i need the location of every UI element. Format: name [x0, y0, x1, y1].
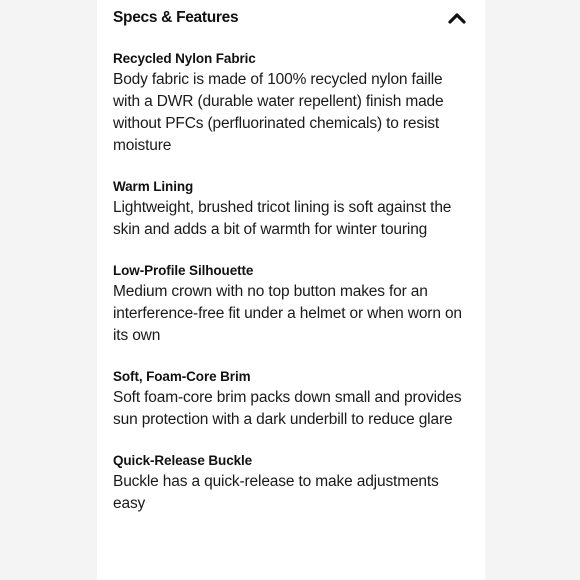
section-title: Specs & Features: [113, 9, 239, 26]
feature-title: Warm Lining: [113, 179, 194, 194]
feature-item: [113, 178, 463, 241]
feature-description: Lightweight, brushed tricot lining is soft against the skin and adds a bit of warmth for winter touring: [113, 199, 452, 238]
feature-item: [113, 50, 463, 157]
feature-description: Body fabric is made of 100% recycled nylon faille with a DWR (durable water repellent) finish made without PFCs (perfluorinated chemicals) to resist moisture: [113, 71, 444, 154]
feature-description: Medium crown with no top button makes for an interference-free fit under a helmet or when worn on its own: [113, 283, 462, 344]
feature-list: [113, 50, 463, 536]
specs-features-toggle[interactable]: [113, 6, 469, 30]
feature-title: Soft, Foam-Core Brim: [113, 369, 251, 384]
feature-title: Recycled Nylon Fabric: [113, 51, 256, 66]
feature-description: Buckle has a quick-release to make adjustments easy: [113, 473, 439, 512]
feature-item: [113, 262, 463, 347]
feature-description: Soft foam-core brim packs down small and provides sun protection with a dark underbill to reduce glare: [113, 389, 462, 428]
chevron-up-icon[interactable]: [447, 11, 467, 25]
specs-features-panel: [97, 0, 485, 580]
feature-item: [113, 452, 463, 515]
feature-item: [113, 368, 463, 431]
feature-title: Quick-Release Buckle: [113, 453, 253, 468]
feature-title: Low-Profile Silhouette: [113, 263, 254, 278]
